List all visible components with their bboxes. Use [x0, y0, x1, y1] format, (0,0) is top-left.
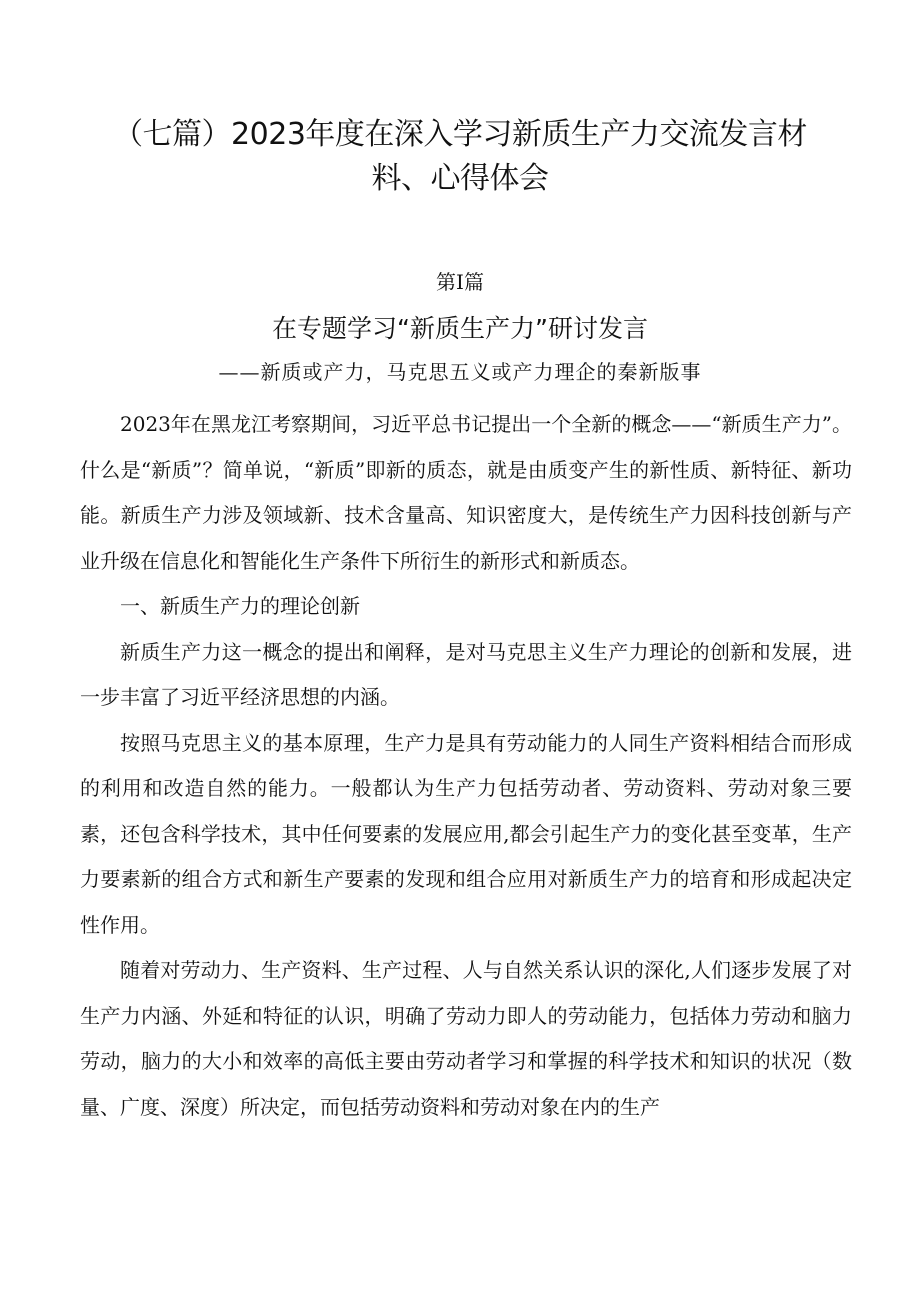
document-title-line-1: （七篇）2023年度在深入学习新质生产力交流发言材	[113, 117, 807, 152]
speech-subtitle: ——新质或产力，马克思五义或产力理企的秦新版事	[218, 360, 702, 384]
part-label: 第Ⅰ篇	[436, 270, 484, 294]
section-heading: 一、新质生产力的理论创新	[120, 594, 360, 618]
paragraph: 随着对劳动力、生产资料、生产过程、人与自然关系认识的深化,人们逐步发展了对生产力内涵、外延和特征的认识，明确了劳动力即人的劳动能力，包括体力劳动和脑力劳动，脑力的大小和效率的高低主要由劳动者学习和掌握的科学技术和知识的状况（数量、广度、深度）所决定，而包括劳动资料和劳动对象在内的生产	[80, 958, 852, 1119]
body-text	[80, 402, 852, 1130]
paragraph: 新质生产力这一概念的提出和阐释，是对马克思主义生产力理论的创新和发展，进一步丰富了习近平经济思想的内涵。	[80, 639, 852, 709]
paragraph: 按照马克思主义的基本原理，生产力是具有劳动能力的人同生产资料相结合而形成的利用和改造自然的能力。一般都认为生产力包括劳动者、劳动资料、劳动对象三要素，还包含科学技术，其中任何要素的发展应用,都会引起生产力的变化甚至变革，生产力要素新的组合方式和新生产要素的发现和组合应用对新质生产力的培育和形成起决定性作用。	[80, 730, 852, 937]
speech-title: 在专题学习“新质生产力”研讨发言	[272, 314, 648, 343]
paragraph: 2023年在黑龙江考察期间，习近平总书记提出一个全新的概念——“新质生产力”。什么是“新质”？简单说，“新质”即新的质态，就是由质变产生的新性质、新特征、新功能。新质生产力涉及领域新、技术含量高、知识密度大，是传统生产力因科技创新与产业升级在信息化和智能化生产条件下所衍生的新形式和新质态。	[80, 412, 852, 573]
document-title-line-2: 料、心得体会	[371, 161, 549, 196]
